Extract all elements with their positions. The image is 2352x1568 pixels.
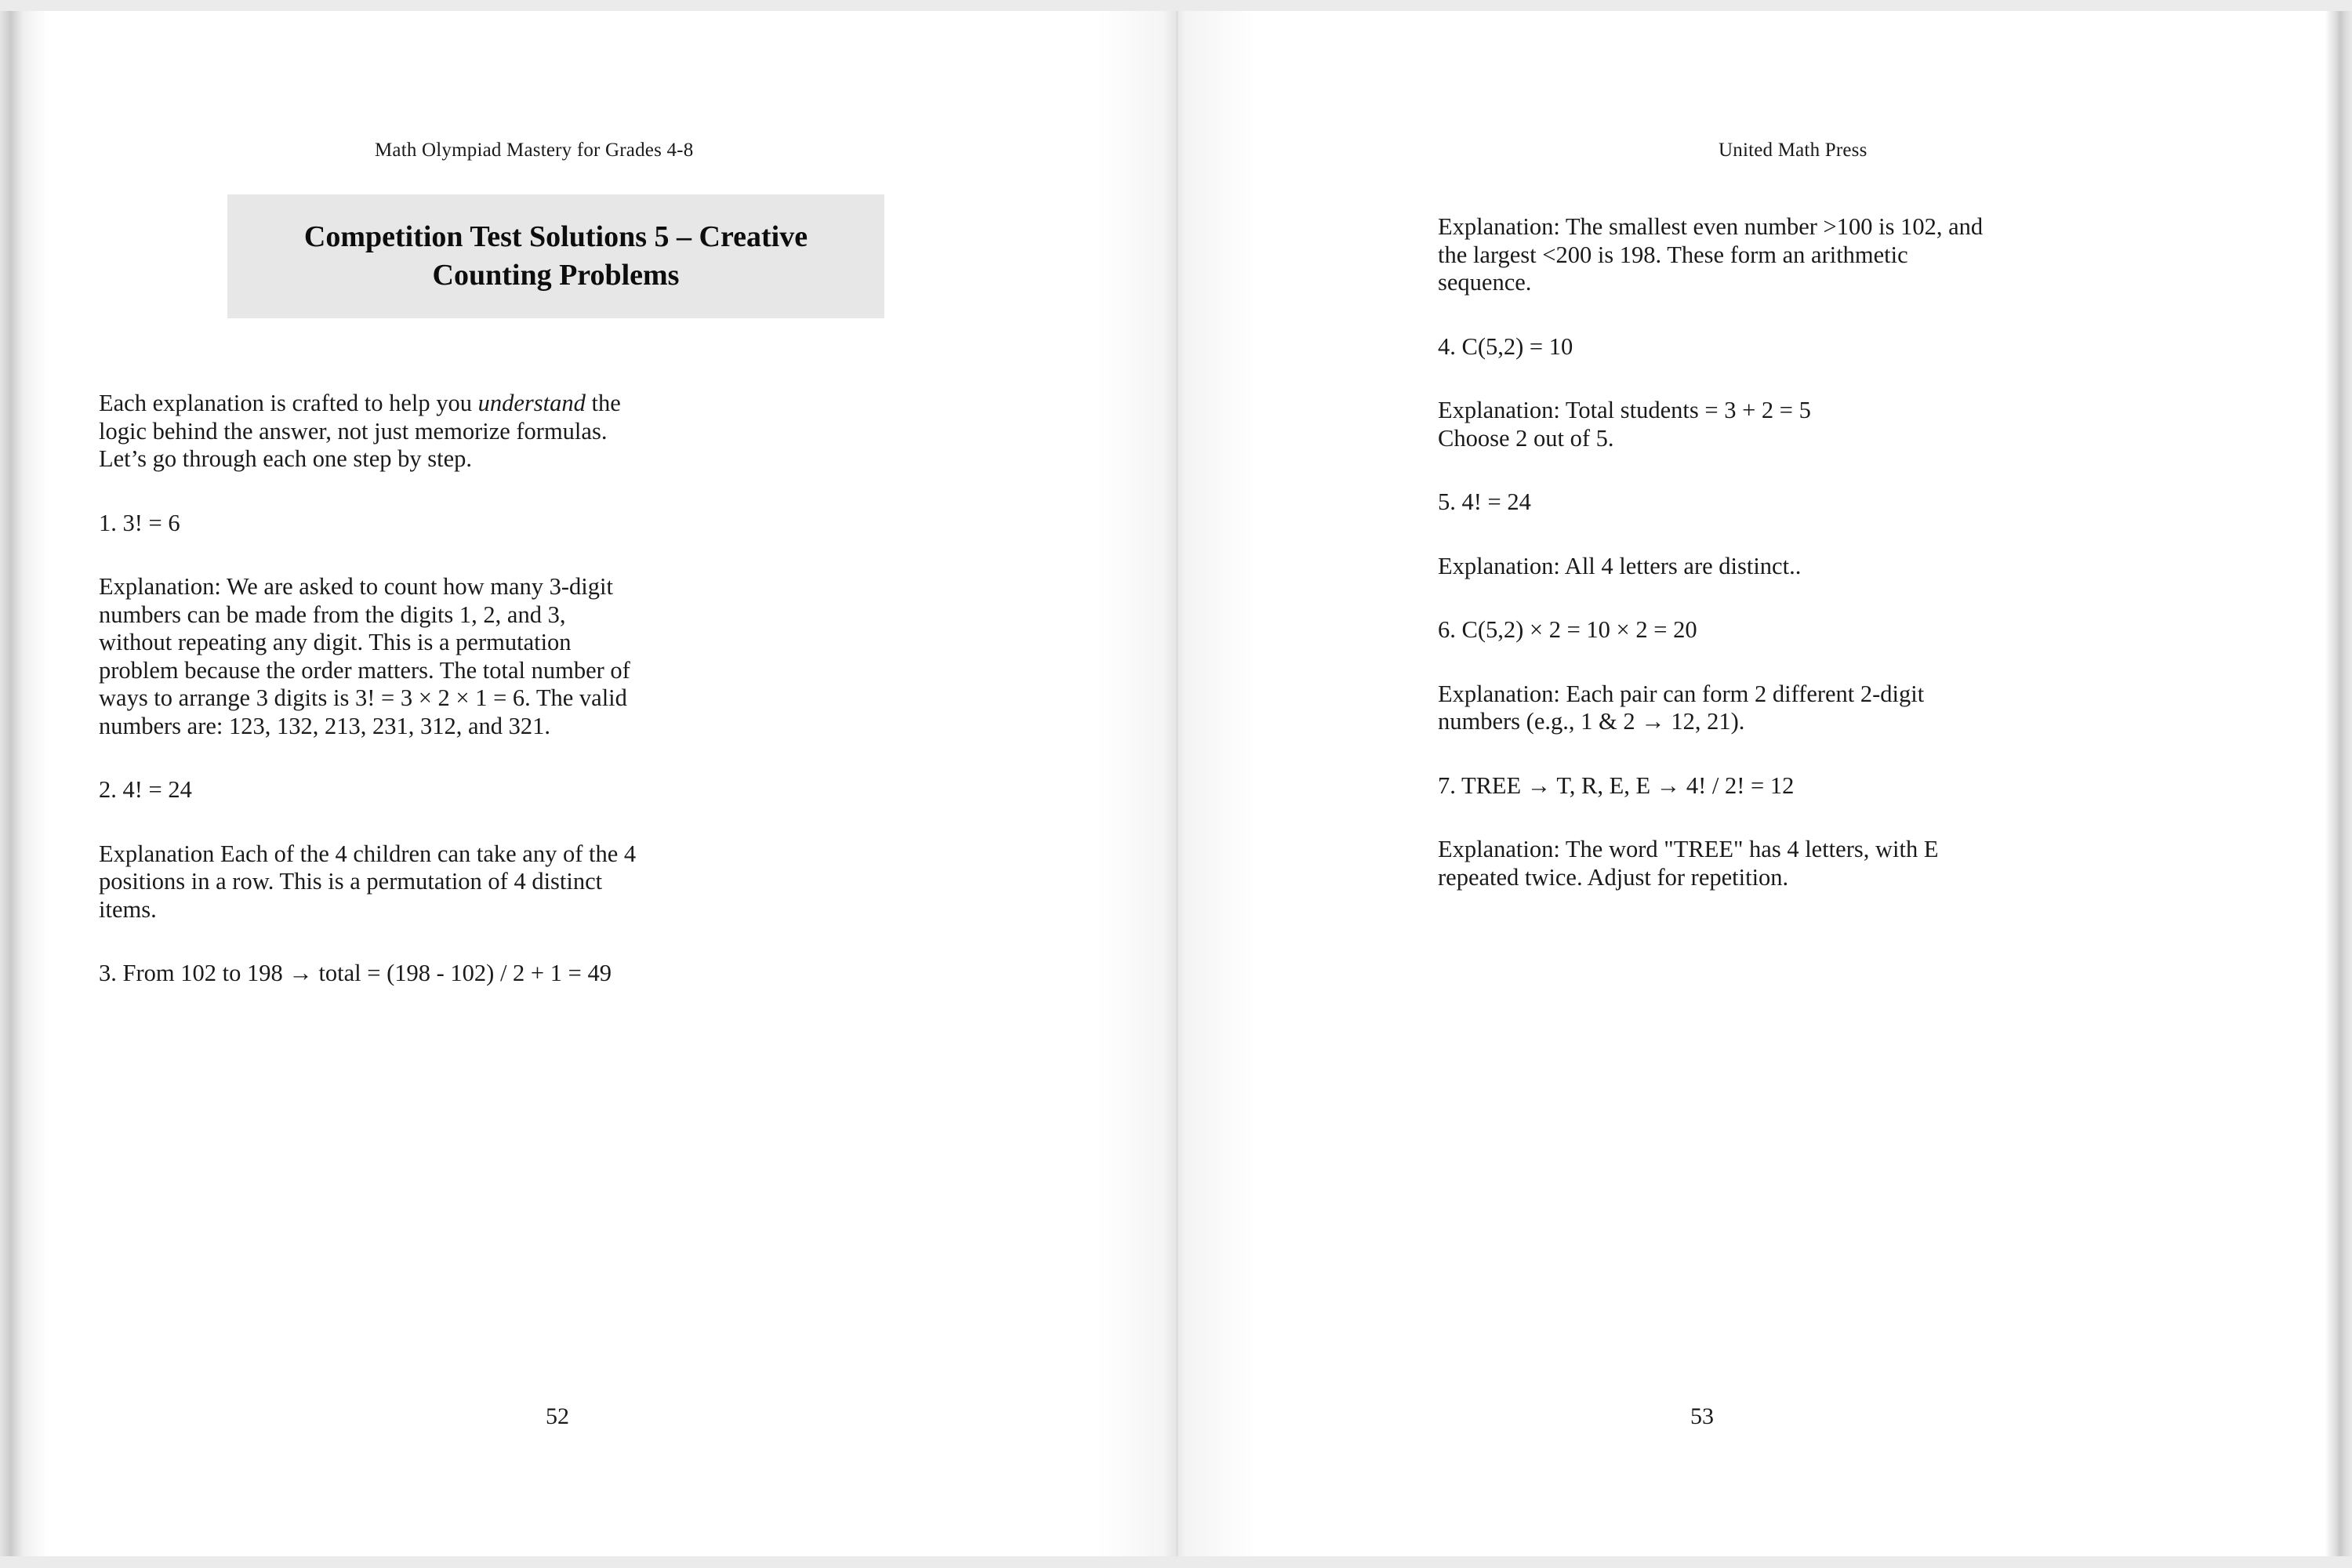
- left-running-head: Math Olympiad Mastery for Grades 4-8: [375, 140, 694, 161]
- answer-item-6: 6. C(5,2) × 2 = 10 × 2 = 20: [1438, 616, 1697, 644]
- right-book-edge: [2325, 11, 2352, 1556]
- answer-item-5: 5. 4! = 24: [1438, 488, 1531, 516]
- intro-pre: Each explanation is crafted to help you: [99, 390, 478, 416]
- intro-emphasis: understand: [477, 390, 586, 416]
- intro-paragraph: [99, 390, 640, 474]
- explanation-1: Explanation: We are asked to count how many 3-digit numbers can be made from the digits 1, 2, and 3, without repeating any digit. This is a permutation problem because the order matters. The total number of ways to arrange 3 digits is 3! = 3 × 2 × 1 = 6. The valid numbers are: 123, 132, 213, 231, 312, and 321.: [99, 573, 630, 739]
- right-body-column: [1438, 213, 1987, 927]
- explanation-3: Explanation: The smallest even number >100 is 102, and the largest <200 is 198. These form an arithmetic sequence.: [1438, 213, 1984, 296]
- right-page-number: 53: [1690, 1403, 1714, 1429]
- answer-item-7: 7. TREE → T, R, E, E → 4! / 2! = 12: [1438, 771, 1795, 799]
- page-title: Competition Test Solutions 5 – Creative Counting Problems: [303, 220, 808, 292]
- explanation-2: Explanation Each of the 4 children can take any of the 4 positions in a row. This is a permutation of 4 distinct items.: [99, 840, 637, 923]
- intro-post: the logic behind the answer, not just memorize formulas. Let’s go through each one step by step.: [99, 390, 621, 473]
- explanation-4-line-1: Explanation: Total students = 3 + 2 = 5: [1438, 397, 1811, 424]
- answer-item-1: 1. 3! = 6: [99, 509, 180, 536]
- left-body-column: [99, 390, 640, 1024]
- answer-item-3: 3. From 102 to 198 → total = (198 - 102) / 2 + 1 = 49: [99, 960, 612, 987]
- left-book-edge: [0, 11, 49, 1556]
- left-page-content: [49, 0, 1176, 1545]
- explanation-6: Explanation: Each pair can form 2 different 2-digit numbers (e.g., 1 & 2 → 12, 21).: [1438, 680, 1925, 735]
- explanation-5: Explanation: All 4 letters are distinct..: [1438, 552, 1802, 579]
- left-page-number: 52: [546, 1403, 569, 1429]
- answer-item-2: 2. 4! = 24: [99, 776, 192, 804]
- chapter-title-box: [227, 194, 884, 318]
- answer-item-4: 4. C(5,2) = 10: [1438, 332, 1573, 360]
- right-running-head: United Math Press: [1719, 140, 1867, 161]
- explanation-7: Explanation: The word "TREE" has 4 letters, with E repeated twice. Adjust for repetition.: [1438, 836, 1939, 891]
- explanation-4-line-2: Choose 2 out of 5.: [1438, 424, 1614, 452]
- right-page-content: [1176, 0, 2325, 1545]
